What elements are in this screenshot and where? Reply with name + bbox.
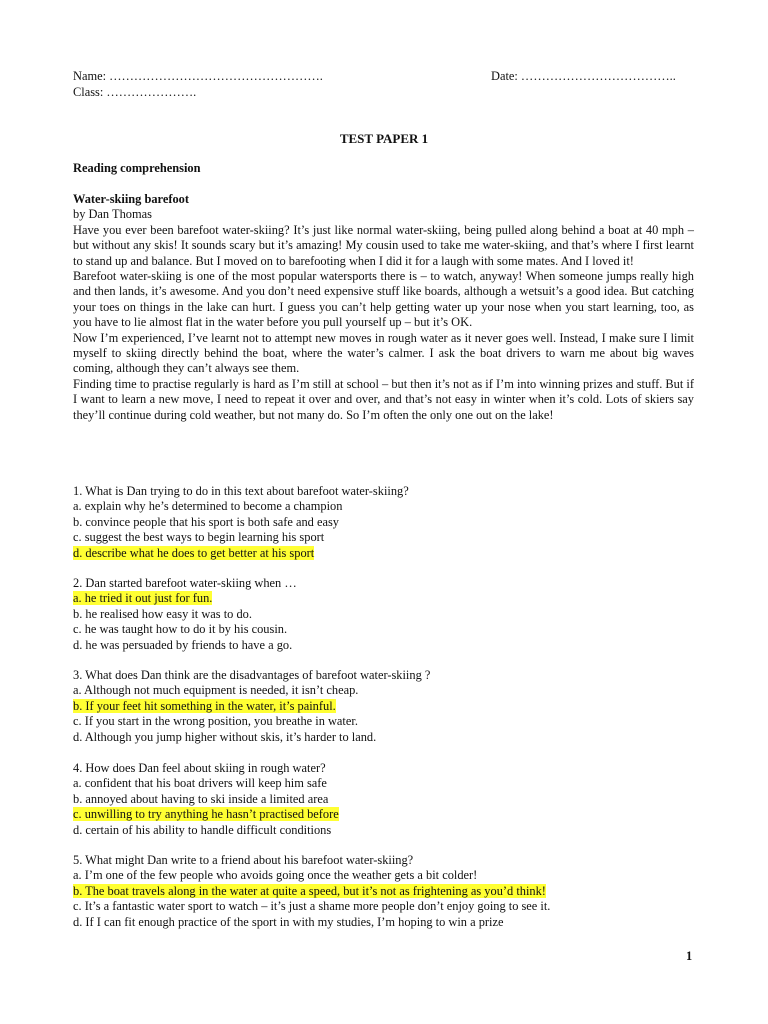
answer-option-highlighted: b. The boat travels along in the water at quite a speed, but it’s not as frightening as you’d think!	[73, 883, 546, 898]
section-heading: Reading comprehension	[73, 161, 201, 175]
answer-option: c. It’s a fantastic water sport to watch – it’s just a shame more people don’t enjoy going to see it.	[73, 899, 551, 914]
question-stem: 3. What does Dan think are the disadvantages of barefoot water-skiing ?	[73, 668, 431, 682]
question-stem: 1. What is Dan trying to do in this text about barefoot water-skiing?	[73, 484, 409, 498]
article-paragraph: Now I’m experienced, I’ve learnt not to attempt new moves in rough water as it never goes well. Instead, I make sure I limit myself to skiing directly behind the boat, where the water’s calmer. I ask the boat drivers to warn me about big waves coming, although they can’t always see them.	[73, 330, 694, 376]
answer-option: c. If you start in the wrong position, you breathe in water.	[73, 714, 358, 729]
answer-option: b. convince people that his sport is both safe and easy	[73, 514, 339, 529]
article-title: Water-skiing barefoot	[73, 192, 189, 206]
class-line: Class: ………………….	[73, 85, 197, 99]
answer-option: b. he realised how easy it was to do.	[73, 606, 252, 621]
question-stem: 5. What might Dan write to a friend about his barefoot water-skiing?	[73, 853, 414, 867]
article-paragraph: Finding time to practise regularly is hard as I’m still at school – but then it’s not as if I’m into winning prizes and stuff. But if I want to learn a new move, I need to repeat it over and over, and that’s not easy in winter when it’s cold. Lots of skiers say they’ll continue during cold weather, but not many do. So I’m often the only one out on the lake!	[73, 376, 694, 422]
answer-option: c. suggest the best ways to begin learning his sport	[73, 530, 325, 545]
answer-option-highlighted: a. he tried it out just for fun.	[73, 591, 213, 606]
page-number: 1	[686, 949, 693, 963]
name-line: Name: …………………………………………….	[73, 69, 323, 83]
answer-option: a. Although not much equipment is needed, it isn’t cheap.	[73, 683, 359, 698]
question-5	[73, 853, 694, 930]
page-title: TEST PAPER 1	[339, 131, 429, 146]
question-3	[73, 668, 694, 745]
answer-option: a. I’m one of the few people who avoids going once the weather gets a bit colder!	[73, 868, 478, 883]
article-paragraph: Have you ever been barefoot water-skiing? It’s just like normal water-skiing, being pulled along behind a boat at 40 mph – but without any skis! It sounds scary but it’s amazing! My cousin used to take me water-skiing, and that’s where I first learnt to stand up and balance. But I moved on to barefooting when I did it for a laugh with some mates. And I loved it!	[73, 222, 694, 268]
date-line: Date: ………………………………..	[491, 69, 676, 83]
answer-option: c. he was taught how to do it by his cousin.	[73, 622, 288, 637]
question-1	[73, 484, 694, 561]
answer-option-highlighted: c. unwilling to try anything he hasn’t practised before	[73, 807, 339, 822]
article-byline: by Dan Thomas	[73, 207, 152, 222]
answer-option: a. confident that his boat drivers will keep him safe	[73, 776, 327, 791]
answer-option: b. annoyed about having to ski inside a limited area	[73, 791, 329, 806]
question-stem: 2. Dan started barefoot water-skiing when …	[73, 576, 297, 590]
article	[73, 192, 694, 423]
answer-option-highlighted: d. describe what he does to get better at his sport	[73, 545, 315, 560]
answer-option-highlighted: b. If your feet hit something in the water, it’s painful.	[73, 698, 336, 713]
question-4	[73, 761, 694, 838]
article-paragraph: Barefoot water-skiing is one of the most popular watersports there is – to watch, anyway! When someone jumps really high and then lands, it’s awesome. And you don’t need expensive stuff like boards, although a wetsuit’s a good idea. But catching your toes on things in the lake can hurt. I guess you can’t help getting water up your nose when you start learning, too, as you have to lie almost flat in the water before you pull yourself up – but it’s OK.	[73, 269, 694, 330]
answer-option: a. explain why he’s determined to become a champion	[73, 499, 343, 514]
answer-option: d. he was persuaded by friends to have a go.	[73, 637, 293, 652]
answer-option: d. Although you jump higher without skis, it’s harder to land.	[73, 729, 377, 744]
answer-option: d. If I can fit enough practice of the sport in with my studies, I’m hoping to win a prize	[73, 914, 504, 929]
question-2	[73, 576, 694, 653]
answer-option: d. certain of his ability to handle difficult conditions	[73, 822, 332, 837]
question-stem: 4. How does Dan feel about skiing in rough water?	[73, 761, 326, 775]
